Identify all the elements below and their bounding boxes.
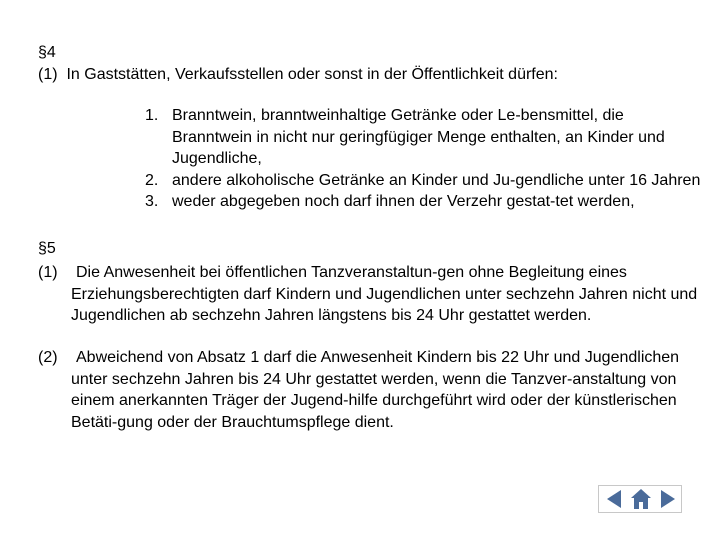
back-icon[interactable] bbox=[601, 487, 627, 511]
paragraph-text: In Gaststätten, Verkaufsstellen oder sonst in der Öffentlichkeit dürfen: bbox=[66, 66, 558, 83]
paragraph-number: (1) bbox=[38, 264, 58, 281]
paragraph-text: Abweichend von Absatz 1 darf die Anwesenheit Kindern bis 22 Uhr und Jugendlichen unter sechzehn Jahren bis 24 Uhr gestattet werden, wenn die Tanzver-anstaltung von einem anerkannten Träger der Jugend-hilfe durchgeführt wird oder der künstlerischen Betäti-gung oder der Brauchtumspflege dient. bbox=[71, 349, 680, 431]
list-item-text: andere alkoholische Getränke an Kinder und Ju-gendliche unter 16 Jahren bbox=[172, 171, 701, 189]
list-item-text: Branntwein, branntweinhaltige Getränke oder Le-bensmittel, die Branntwein in nicht nur geringfügiger Menge enthalten, an Kinder und Jugendliche, bbox=[172, 107, 665, 167]
paragraph-number: (1) bbox=[38, 66, 58, 83]
section-5-paragraph-1 bbox=[38, 262, 698, 327]
list-item bbox=[145, 105, 705, 170]
list-item bbox=[145, 191, 705, 213]
section-4-paragraph-1 bbox=[38, 64, 558, 86]
list-item bbox=[145, 170, 705, 192]
section-5-paragraph-2 bbox=[38, 347, 698, 433]
section-5-heading: §5 bbox=[38, 240, 56, 257]
slide-navigation bbox=[598, 485, 682, 513]
section-4-item-list bbox=[145, 105, 705, 213]
list-item-number: 3. bbox=[145, 193, 159, 210]
home-icon[interactable] bbox=[628, 487, 654, 511]
paragraph-text: Die Anwesenheit bei öffentlichen Tanzveranstaltun-gen ohne Begleitung eines Erziehungsberechtigten darf Kindern und Jugendlichen unter sechzehn Jahren nicht und Jugendlichen ab sechzehn Jahren längstens bis 24 Uhr gestattet werden. bbox=[71, 264, 698, 324]
section-4-heading: §4 bbox=[38, 44, 56, 61]
forward-icon[interactable] bbox=[655, 487, 681, 511]
list-item-number: 1. bbox=[145, 107, 159, 124]
paragraph-number: (2) bbox=[38, 349, 58, 366]
list-item-number: 2. bbox=[145, 171, 159, 189]
list-item-text: weder abgegeben noch darf ihnen der Verzehr gestat-tet werden, bbox=[172, 193, 635, 210]
